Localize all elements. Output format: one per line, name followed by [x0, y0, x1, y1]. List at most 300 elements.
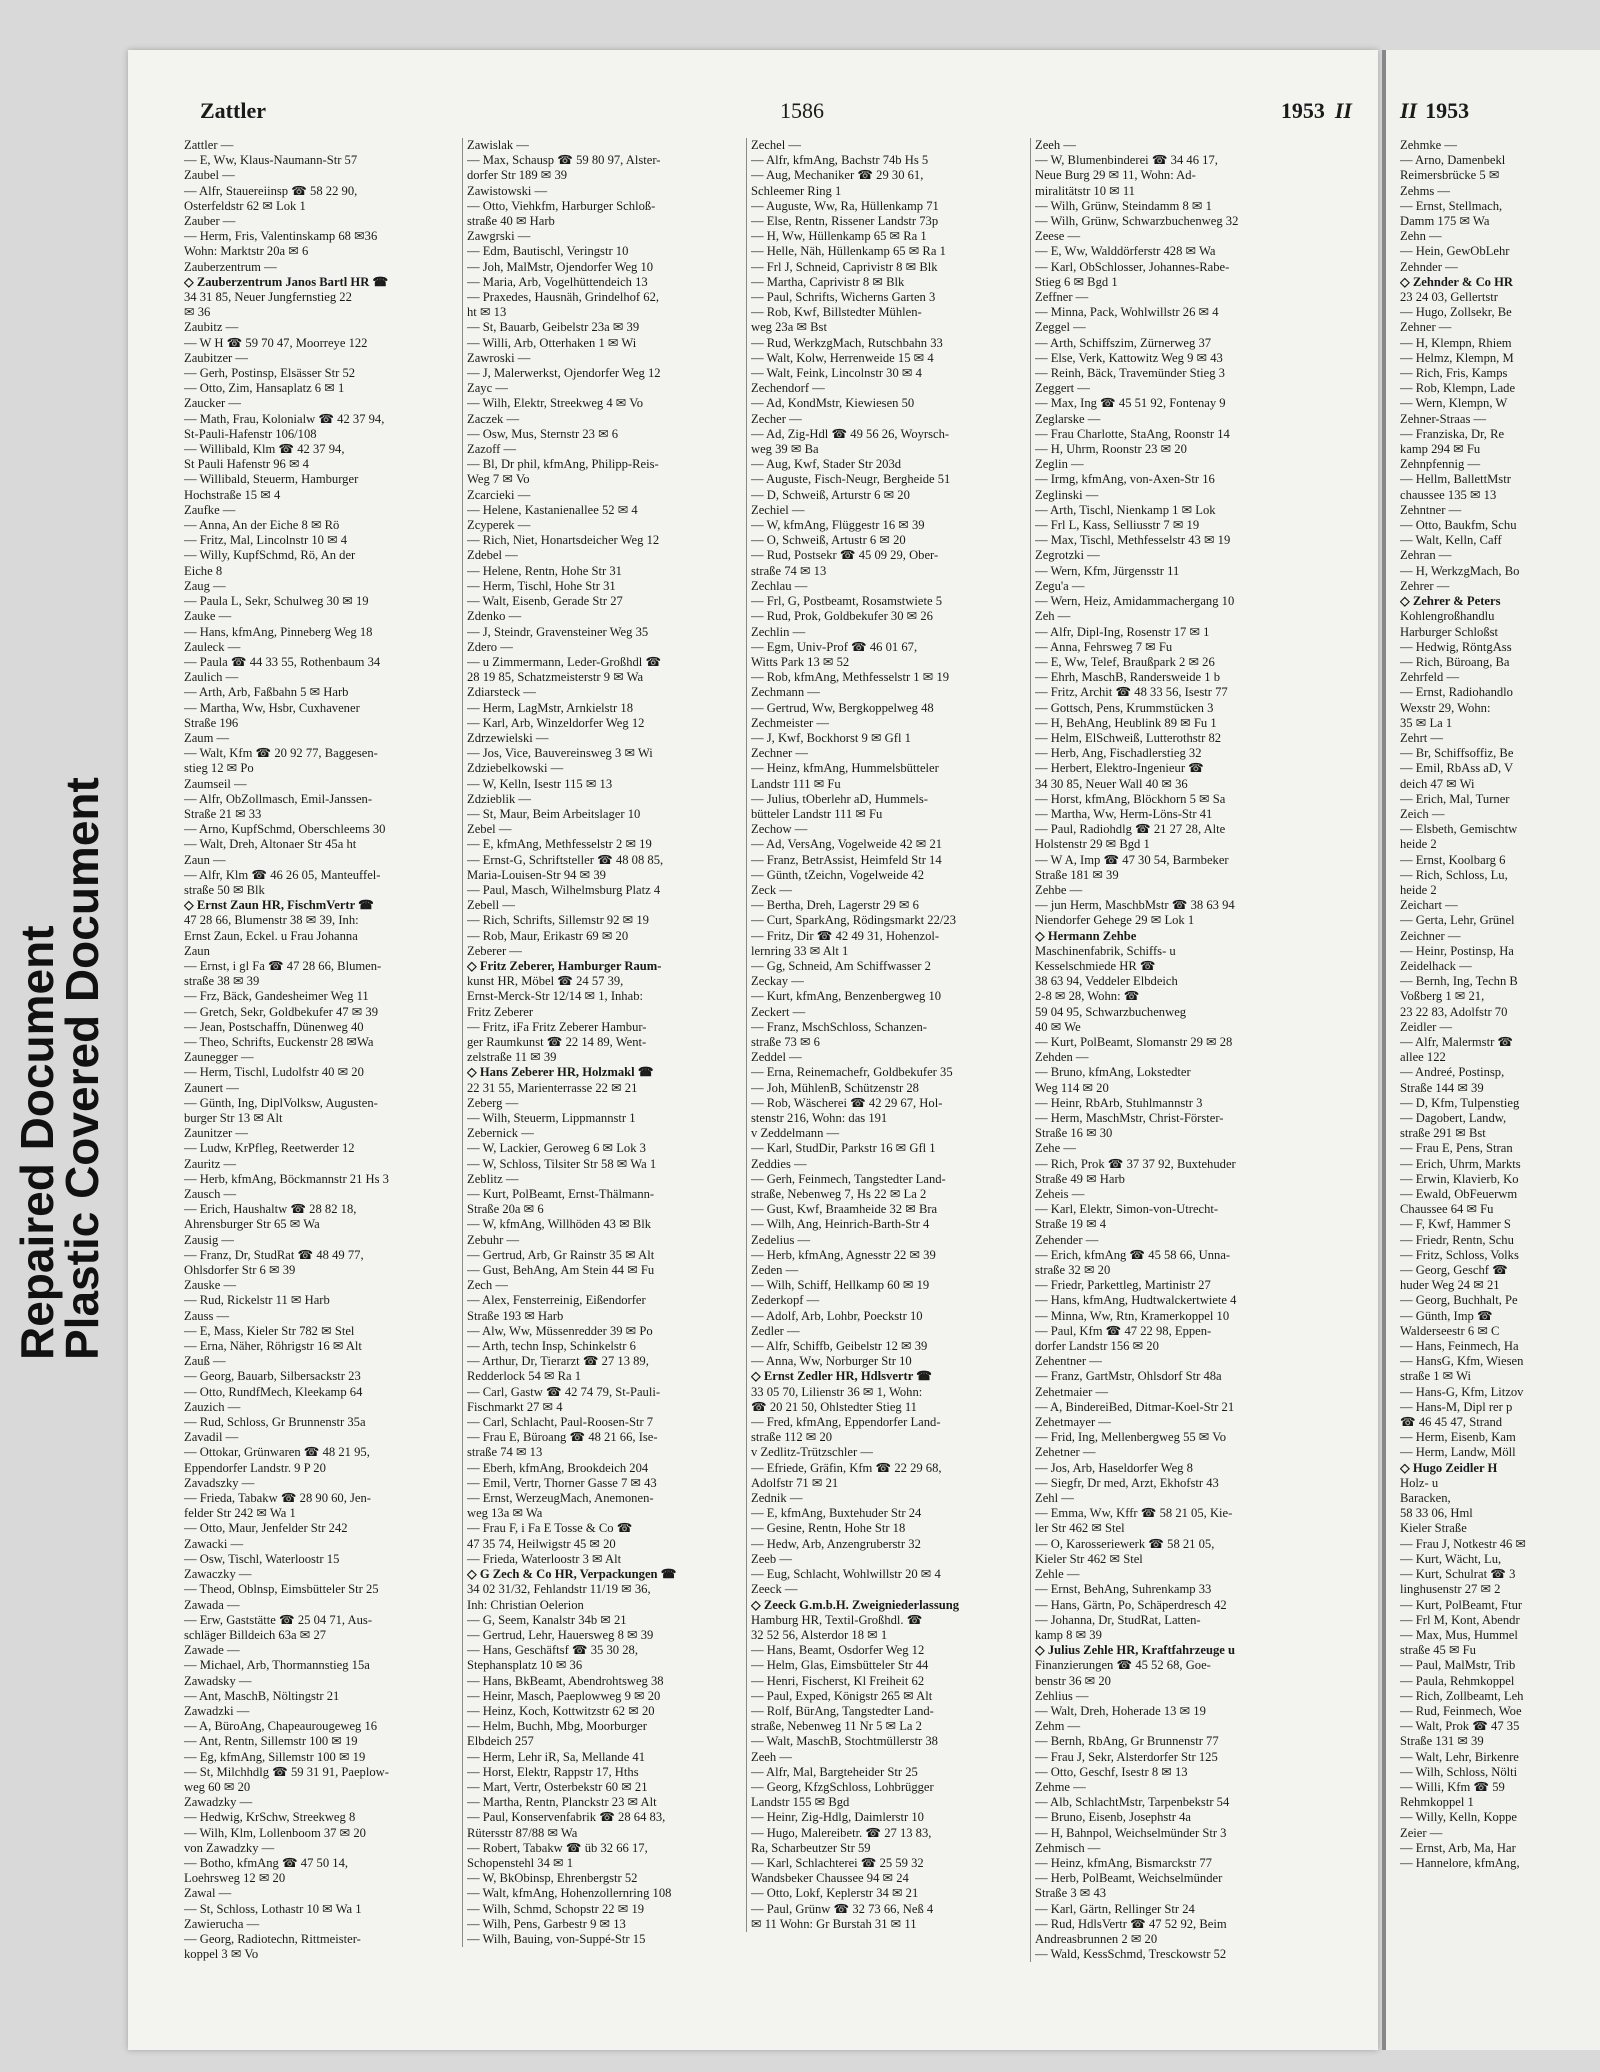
directory-entry-line: — W H ☎ 59 70 47, Moorreye 122 — [184, 335, 368, 350]
directory-entry-line: straße 73 ✉ 6 — [751, 1034, 820, 1049]
directory-entry-line: — Wilh, Elektr, Streekweg 4 ✉ Vo — [467, 396, 644, 411]
directory-entry-line: straße 40 ✉ Harb — [467, 214, 555, 229]
directory-entry-line: Zeichner — — [1400, 928, 1461, 943]
directory-entry-line: Zdero — — [467, 639, 513, 654]
directory-entry-line: — Frau J, Notkestr 46 ✉ — [1400, 1536, 1526, 1551]
directory-entry-line: Zawadzky — — [184, 1795, 253, 1810]
directory-entry-line: — Helene, Kastanienallee 52 ✉ 4 — [467, 502, 638, 517]
directory-entry-line: kamp 294 ✉ Fu — [1400, 442, 1481, 457]
directory-entry-line: — Rud, Schloss, Gr Brunnenstr 35a — [184, 1415, 366, 1430]
directory-entry-line: — H, Uhrm, Roonstr 23 ✉ 20 — [1035, 442, 1187, 457]
directory-entry-line: — Hedwig, RöntgAss — [1400, 639, 1512, 654]
directory-entry-line: Zaug — — [184, 578, 226, 593]
directory-entry-line: — Erna, Näher, Röhrigstr 16 ✉ Alt — [184, 1339, 362, 1354]
year-value: 1953 — [1280, 98, 1325, 123]
directory-entry-line: — Emma, Ww, Kffr ☎ 58 21 05, Kie- — [1035, 1506, 1233, 1521]
directory-entry-line: Zauke — — [184, 609, 232, 624]
directory-entry-line: allee 122 — [1400, 1050, 1446, 1065]
directory-entry-line: Zazoff — — [467, 442, 517, 457]
directory-entry-line: — Walt, MaschB, Stochtmüllerstr 38 — [751, 1734, 938, 1749]
directory-entry-line: Fischmarkt 27 ✉ 4 — [467, 1399, 563, 1414]
directory-entry-line: — Fritz, Dir ☎ 42 49 31, Hohenzol- — [751, 928, 940, 943]
directory-entry-line: — Hedw, Arb, Anzengruberstr 32 — [751, 1536, 921, 1551]
directory-entry-line: — Curt, SparkAng, Rödingsmarkt 22/23 — [751, 913, 956, 928]
directory-entry-line: — Efriede, Gräfin, Kfm ☎ 22 29 68, — [751, 1460, 942, 1475]
directory-entry-line: — Horst, Elektr, Rappstr 17, Hths — [467, 1764, 639, 1779]
directory-entry-line: Weg 7 ✉ Vo — [467, 472, 530, 487]
directory-entry-line: Eppendorfer Landstr. 9 P 20 — [184, 1460, 326, 1475]
directory-entry-line: — Emil, RbAss aD, V — [1400, 761, 1514, 776]
directory-entry-line: Walderseestr 6 ✉ C — [1400, 1323, 1500, 1338]
directory-entry-line: ◇ Zehrer & Peters — [1400, 594, 1501, 609]
directory-entry-line: ger Raumkunst ☎ 22 14 89, Went- — [467, 1034, 647, 1049]
directory-entry-line: Zeeh — — [751, 1749, 792, 1764]
directory-entry-line: — Rich, Fris, Kamps — [1400, 366, 1508, 381]
directory-entry-line: — Rich, Büroang, Ba — [1400, 654, 1510, 669]
directory-entry-line: — H, Ww, Hüllenkamp 65 ✉ Ra 1 — [751, 229, 927, 244]
column-2 — [462, 138, 741, 1947]
directory-entry-line: — Wern, Klempn, W — [1400, 396, 1508, 411]
directory-entry-line: von Zawadzky — — [184, 1840, 275, 1855]
directory-entry-line: Zeglin — — [1035, 457, 1084, 472]
directory-entry-line: Zawroski — — [467, 350, 531, 365]
directory-entry-line: — Eg, kfmAng, Sillemstr 100 ✉ 19 — [184, 1749, 366, 1764]
directory-entry-line: — Hans-G, Kfm, Litzov — [1400, 1384, 1524, 1399]
directory-entry-line: Zaunert — — [184, 1080, 239, 1095]
directory-entry-line: Straße 144 ✉ 39 — [1400, 1080, 1484, 1095]
directory-entry-line: — Gertrud, Ww, Bergkoppelweg 48 — [751, 700, 934, 715]
directory-entry-line: — Otto, Zim, Hansaplatz 6 ✉ 1 — [184, 381, 345, 396]
directory-entry-line: bütteler Landstr 111 ✉ Fu — [751, 806, 883, 821]
directory-entry-line: — St, Maur, Beim Arbeitslager 10 — [467, 806, 641, 821]
directory-entry-line: — Hedwig, KrSchw, Streekweg 8 — [184, 1810, 356, 1825]
directory-entry-line: 34 30 85, Neuer Wall 40 ✉ 36 — [1035, 776, 1188, 791]
directory-entry-line: Zeich — — [1400, 806, 1445, 821]
directory-entry-line: Zechiel — — [751, 502, 805, 517]
directory-entry-line: Zawaczky — — [184, 1567, 252, 1582]
directory-entry-line: Straße 193 ✉ Harb — [467, 1308, 564, 1323]
directory-entry-line: — Heinr, Zig-Hdlg, Daimlerstr 10 — [751, 1810, 924, 1825]
directory-entry-line: — Carl, Schlacht, Paul-Roosen-Str 7 — [467, 1415, 654, 1430]
directory-entry-line: — Wilh, Bauing, von-Suppé-Str 15 — [467, 1931, 646, 1946]
directory-entry-line: — Egm, Univ-Prof ☎ 46 01 67, — [751, 639, 918, 654]
directory-entry-line: lernring 33 ✉ Alt 1 — [751, 943, 849, 958]
directory-entry-line: — Herm, Tischl, Hohe Str 31 — [467, 578, 616, 593]
directory-entry-line: 34 02 31/32, Fehlandstr 11/19 ✉ 36, — [467, 1582, 651, 1597]
directory-entry-line: — Heinr, Postinsp, Ha — [1400, 943, 1514, 958]
directory-entry-line: — St, Milchhdlg ☎ 59 31 91, Paeplow- — [184, 1764, 389, 1779]
directory-entry-line: — Else, Verk, Kattowitz Weg 9 ✉ 43 — [1035, 350, 1223, 365]
directory-entry-line: — Otto, Maur, Jenfelder Str 242 — [184, 1521, 348, 1536]
directory-entry-line: — Otto, Viehkfm, Harburger Schloß- — [467, 198, 656, 213]
directory-entry-line: — Hans, Beamt, Osdorfer Weg 12 — [751, 1643, 925, 1658]
directory-entry-line: Zeh — — [1035, 609, 1071, 624]
directory-entry-line: — Ernst, Stellmach, — [1400, 198, 1503, 213]
directory-entry-line: Zaun — — [184, 852, 226, 867]
directory-entry-line: — Aug, Mechaniker ☎ 29 30 61, — [751, 168, 924, 183]
directory-entry-line: — Kurt, PolBeamt, Ftur — [1400, 1597, 1523, 1612]
directory-entry-line: — Frz, Bäck, Gandesheimer Weg 11 — [184, 989, 369, 1004]
directory-entry-line: — Hein, GewObLehr — [1400, 244, 1510, 259]
directory-entry-line: — Auguste, Fisch-Neugr, Bergheide 51 — [751, 472, 951, 487]
directory-entry-line: — Helm, ElSchweiß, Lutterothstr 82 — [1035, 730, 1222, 745]
directory-entry-line: — Georg, Buchhalt, Pe — [1400, 1293, 1518, 1308]
directory-entry-line: Zehle — — [1035, 1567, 1080, 1582]
directory-entry-line: Witts Park 13 ✉ 52 — [751, 654, 850, 669]
directory-entry-line: — Rob, Wäscherei ☎ 42 29 67, Hol- — [751, 1095, 943, 1110]
directory-entry-line: — Helene, Rentn, Hohe Str 31 — [467, 563, 622, 578]
directory-entry-line: ◇ Ernst Zedler HR, Hdlsvertr ☎ — [751, 1369, 932, 1384]
directory-entry-line: — J, Malerwerkst, Ojendorfer Weg 12 — [467, 366, 661, 381]
directory-entry-line: — Wilh, Grünw, Schwarzbuchenweg 32 — [1035, 214, 1239, 229]
directory-entry-line: — Walt, Dreh, Hoherade 13 ✉ 19 — [1035, 1703, 1206, 1718]
directory-entry-line: Eiche 8 — [184, 563, 223, 578]
directory-entry-line: Ahrensburger Str 65 ✉ Wa — [184, 1217, 320, 1232]
directory-entry-line: straße 32 ✉ 20 — [1035, 1263, 1111, 1278]
directory-entry-line: — Herm, MaschMstr, Christ-Förster- — [1035, 1111, 1224, 1125]
directory-entry-line: — Franziska, Dr, Re — [1400, 426, 1505, 441]
directory-entry-line: — Hans, kfmAng, Hudtwalckertwiete 4 — [1035, 1293, 1237, 1308]
directory-entry-line: Zauleck — — [184, 639, 241, 654]
directory-entry-line: — Gust, BehAng, Am Stein 44 ✉ Fu — [467, 1263, 655, 1278]
directory-entry-line: — Rud, HdlsVertr ☎ 47 52 92, Beim — [1035, 1916, 1227, 1931]
directory-entry-line: Zebuhr — — [467, 1232, 520, 1247]
directory-entry-line: Chaussee 64 ✉ Fu — [1400, 1202, 1494, 1217]
directory-entry-line: straße 45 ✉ Fu — [1400, 1643, 1476, 1658]
directory-entry-line: felder Str 242 ✉ Wa 1 — [184, 1506, 296, 1521]
directory-entry-line: — Herm, Lehr iR, Sa, Mellande 41 — [467, 1749, 646, 1764]
directory-entry-line: Straße 19 ✉ 4 — [1035, 1217, 1107, 1232]
directory-entry-line: — Br, Schiffsoffiz, Be — [1400, 746, 1514, 761]
directory-entry-line: — Emil, Vertr, Thorner Gasse 7 ✉ 43 — [467, 1475, 657, 1490]
directory-entry-line: weg 39 ✉ Ba — [751, 442, 819, 457]
directory-entry-line: Zavadszky — — [184, 1475, 255, 1490]
directory-entry-line: — Alfr, Mal, Bargteheider Str 25 — [751, 1764, 918, 1779]
directory-entry-line: Zeck — — [751, 882, 792, 897]
directory-entry-line: — E, Ww, Telef, Braußpark 2 ✉ 26 — [1035, 654, 1215, 669]
directory-entry-line: Zeggert — — [1035, 381, 1090, 396]
directory-entry-line: — Willibald, Steuerm, Hamburger — [184, 472, 359, 487]
directory-entry-line: — Kurt, Wächt, Lu, — [1400, 1551, 1502, 1566]
directory-entry-line: Wandsbeker Chaussee 94 ✉ 24 — [751, 1871, 909, 1886]
directory-entry-line: — Bl, Dr phil, kfmAng, Philipp-Reis- — [467, 457, 659, 472]
running-head: Zattler — [200, 98, 266, 123]
directory-entry-line: — Arth, Arb, Faßbahn 5 ✉ Harb — [184, 685, 349, 700]
directory-entry-line: — Paul, Masch, Wilhelmsburg Platz 4 — [467, 882, 661, 897]
directory-entry-line: — Rud, Prok, Goldbekufer 30 ✉ 26 — [751, 609, 933, 624]
directory-entry-line: Zednik — — [751, 1491, 803, 1506]
directory-entry-line: — Ad, VersAng, Vogelweide 42 ✉ 21 — [751, 837, 943, 852]
directory-entry-line: huder Weg 24 ✉ 21 — [1400, 1278, 1500, 1293]
directory-entry-line: Zehetner — — [1035, 1445, 1096, 1460]
directory-entry-line: — Johanna, Dr, StudRat, Latten- — [1035, 1612, 1201, 1627]
directory-entry-line: — Minna, Pack, Wohlwillstr 26 ✉ 4 — [1035, 305, 1219, 320]
directory-entry-line: — Gerta, Lehr, Grünel — [1400, 913, 1515, 928]
directory-entry-line: Zdziebelkowski — — [467, 761, 564, 776]
directory-entry-line: — Bruno, kfmAng, Lokstedter — [1035, 1065, 1191, 1080]
directory-entry-line: Zeglinski — — [1035, 487, 1099, 502]
directory-entry-line: — Herm, Tischl, Ludolfstr 40 ✉ 20 — [184, 1065, 364, 1080]
directory-entry-line: — Mart, Vertr, Osterbekstr 60 ✉ 21 — [467, 1779, 648, 1794]
directory-entry-line: Baracken, — [1400, 1491, 1451, 1506]
directory-entry-line: Zausch — — [184, 1187, 237, 1202]
directory-entry-line: — Otto, RundfMech, Kleekamp 64 — [184, 1384, 363, 1399]
directory-entry-line: — Bertha, Dreh, Lagerstr 29 ✉ 6 — [751, 898, 919, 913]
directory-entry-line: Zehl — — [1035, 1491, 1074, 1506]
directory-entry-line: Zechmeister — — [751, 715, 829, 730]
directory-entry-line: 35 ✉ La 1 — [1400, 715, 1453, 730]
directory-entry-line: Zehrt — — [1400, 730, 1444, 745]
directory-entry-line: Zawadsky — — [184, 1673, 252, 1688]
directory-entry-line: — Joh, MalMstr, Ojendorfer Weg 10 — [467, 259, 654, 274]
directory-entry-line: Reimersbrücke 5 ✉ — [1400, 168, 1500, 183]
directory-entry-line: — Arth, Schiffszim, Zürnerweg 37 — [1035, 335, 1212, 350]
directory-entry-line: Zavadil — — [184, 1430, 239, 1445]
directory-entry-line: — Walt, Kolw, Herrenweide 15 ✉ 4 — [751, 350, 934, 365]
directory-entry-line: v Zeddelmann — — [751, 1126, 840, 1141]
directory-entry-line: — Wilh, Schmd, Schopstr 22 ✉ 19 — [467, 1901, 645, 1916]
directory-entry-line: — Paul, Kfm ☎ 47 22 98, Eppen- — [1035, 1323, 1212, 1338]
directory-entry-line: Zauß — — [184, 1354, 226, 1369]
directory-entry-line: — Georg, Radiotechn, Rittmeister- — [184, 1931, 361, 1946]
directory-entry-line: — Martha, Caprivistr 8 ✉ Blk — [751, 274, 905, 289]
directory-entry-line: Andreasbrunnen 2 ✉ 20 — [1035, 1931, 1158, 1946]
directory-entry-line: — Helm, Glas, Eimsbütteler Str 44 — [751, 1658, 929, 1673]
directory-entry-line: Loehrsweg 12 ✉ 20 — [184, 1871, 286, 1886]
directory-entry-line: — Osw, Tischl, Waterloostr 15 — [184, 1551, 340, 1566]
directory-entry-line: Zattler — — [184, 138, 234, 152]
directory-entry-line: Zehrer — — [1400, 578, 1450, 593]
directory-entry-line: — Alb, SchlachtMstr, Tarpenbekstr 54 — [1035, 1795, 1230, 1810]
directory-entry-line: — Erich, Haushaltw ☎ 28 82 18, — [184, 1202, 357, 1217]
directory-entry-line: Zeier — — [1400, 1825, 1443, 1840]
directory-entry-line: Wohn: Marktstr 20a ✉ 6 — [184, 244, 309, 259]
directory-entry-line: Zehms — — [1400, 183, 1451, 198]
directory-entry-line: Zeheis — — [1035, 1187, 1085, 1202]
directory-entry-line: — Frau F, i Fa E Tosse & Co ☎ — [467, 1521, 633, 1536]
directory-entry-line: Zederkopf — — [751, 1293, 820, 1308]
directory-entry-line: — Herb, kfmAng, Agnesstr 22 ✉ 39 — [751, 1247, 936, 1262]
directory-entry-line: — Walt, Kfm ☎ 20 92 77, Baggesen- — [184, 746, 378, 761]
directory-entry-line: — Herbert, Elektro-Ingenieur ☎ — [1035, 761, 1204, 776]
directory-entry-line: — Kurt, PolBeamt, Ernst-Thälmann- — [467, 1187, 655, 1202]
directory-entry-line: Zehner-Straas — — [1400, 411, 1487, 426]
directory-entry-line: — Gertrud, Lehr, Hauersweg 8 ✉ 39 — [467, 1627, 654, 1642]
directory-entry-line: weg 60 ✉ 20 — [184, 1779, 251, 1794]
directory-entry-line: — Kurt, Schulrat ☎ 3 — [1400, 1567, 1516, 1582]
directory-entry-line: ht ✉ 13 — [467, 305, 507, 320]
directory-entry-line: — Arth, Tischl, Nienkamp 1 ✉ Lok — [1035, 502, 1216, 517]
directory-entry-line: — Jean, Postschaffn, Dünenweg 40 — [184, 1019, 364, 1034]
directory-entry-line: — Maria, Arb, Vogelhüttendeich 13 — [467, 274, 648, 289]
directory-entry-line: Zehlius — — [1035, 1688, 1089, 1703]
directory-entry-line: Zech — — [467, 1278, 508, 1293]
directory-entry-line: — Wald, KessSchmd, Tresckowstr 52 — [1035, 1947, 1227, 1962]
directory-entry-line: — Wilh, Klm, Lollenboom 37 ✉ 20 — [184, 1825, 366, 1840]
directory-entry-line: — W A, Imp ☎ 47 30 54, Barmbeker — [1035, 852, 1229, 867]
directory-entry-line: Maria-Louisen-Str 94 ✉ 39 — [467, 867, 606, 882]
directory-entry-line: Zeblitz — — [467, 1171, 519, 1186]
directory-columns — [184, 138, 1378, 2030]
directory-entry-line: Zeeh — — [1035, 138, 1076, 152]
directory-entry-line: Zegu'a — — [1035, 578, 1085, 593]
directory-entry-line: Zeichart — — [1400, 898, 1458, 913]
directory-entry-line: — Otto, Lokf, Keplerstr 34 ✉ 21 — [751, 1886, 919, 1901]
directory-entry-line: — Arno, Damenbekl — [1400, 153, 1506, 168]
directory-entry-line: Zawade — — [184, 1643, 240, 1658]
directory-entry-line: Zechel — — [751, 138, 801, 152]
directory-entry-line: — O, Karosseriewerk ☎ 58 21 05, — [1035, 1536, 1215, 1551]
directory-entry-line: straße 1 ✉ Wi — [1400, 1369, 1472, 1384]
directory-entry-line: — Ant, MaschB, Nöltingstr 21 — [184, 1688, 340, 1703]
directory-entry-line: koppel 3 ✉ Vo — [184, 1947, 259, 1962]
directory-entry-line: Holz- u — [1400, 1475, 1439, 1490]
directory-entry-line: ler Str 462 ✉ Stel — [1035, 1521, 1125, 1536]
page-number: 1586 — [780, 98, 824, 123]
directory-entry-line: — W, Blumenbinderei ☎ 34 46 17, — [1035, 153, 1218, 168]
directory-entry-line: — Henri, Fischerst, Kl Freiheit 62 — [751, 1673, 925, 1688]
directory-entry-line: Niendorfer Gehege 29 ✉ Lok 1 — [1035, 913, 1195, 928]
directory-entry-line: — Gretch, Sekr, Goldbekufer 47 ✉ 39 — [184, 1004, 379, 1019]
volume-roman: II — [1334, 98, 1352, 123]
directory-entry-line: — Ernst, i gl Fa ☎ 47 28 66, Blumen- — [184, 958, 382, 973]
directory-entry-line: — A, BindereiBed, Ditmar-Koel-Str 21 — [1035, 1399, 1235, 1414]
directory-entry-line: — Gerh, Postinsp, Elsässer Str 52 — [184, 366, 356, 381]
directory-entry-line: Zehmke — — [1400, 138, 1458, 152]
directory-entry-line: straße, Nebenweg 11 Nr 5 ✉ La 2 — [751, 1719, 922, 1734]
directory-entry-line: Zechow — — [751, 822, 808, 837]
directory-entry-line: straße 74 ✉ 13 — [467, 1445, 543, 1460]
next-page-columns — [1400, 138, 1600, 2030]
directory-entry-line: — Karl, Gärtn, Rellinger Str 24 — [1035, 1901, 1195, 1916]
directory-entry-line: Zechlau — — [751, 578, 808, 593]
directory-entry-line: Voßberg 1 ✉ 21, — [1400, 989, 1485, 1004]
directory-entry-line: — Alfr, ObZollmasch, Emil-Janssen- — [184, 791, 373, 806]
directory-entry-line: — Ad, Zig-Hdl ☎ 49 56 26, Woyrsch- — [751, 426, 950, 441]
directory-entry-line: — Kurt, kfmAng, Benzenbergweg 10 — [751, 989, 942, 1004]
directory-entry-line: Rütersstr 87/88 ✉ Wa — [467, 1825, 578, 1840]
directory-entry-line: Weg 114 ✉ 20 — [1035, 1080, 1109, 1095]
directory-entry-line: Zcyperek — — [467, 518, 531, 533]
directory-entry-line: Zaczek — — [467, 411, 520, 426]
directory-entry-line: — Else, Rentn, Rissener Landstr 73p — [751, 214, 939, 229]
directory-entry-line: — Theo, Schrifts, Euckenstr 28 ✉Wa — [184, 1034, 374, 1049]
directory-entry-line: Zdebel — — [467, 548, 518, 563]
directory-entry-line: Zdrzewielski — — [467, 730, 549, 745]
column-1 — [184, 138, 458, 1962]
directory-entry-line: — Max, Tischl, Methfesselstr 43 ✉ 19 — [1035, 533, 1231, 548]
directory-entry-line: St Pauli Hafenstr 96 ✉ 4 — [184, 457, 309, 472]
directory-entry-line: — Herb, kfmAng, Böckmannstr 21 Hs 3 — [184, 1171, 389, 1186]
directory-entry-line: Zaun — [184, 943, 210, 958]
directory-entry-line: — Michael, Arb, Thormannstieg 15a — [184, 1658, 370, 1673]
directory-entry-line: Schopenstehl 34 ✉ 1 — [467, 1855, 574, 1870]
directory-entry-line: ◇ Zehnder & Co HR — [1400, 274, 1514, 289]
directory-entry-line: — Hans, kfmAng, Pinneberg Weg 18 — [184, 624, 373, 639]
directory-entry-line: — Günth, Imp ☎ — [1400, 1308, 1493, 1323]
directory-entry-line: — Anna, Ww, Norburger Str 10 — [751, 1354, 912, 1369]
directory-entry-line: Straße 196 — [184, 715, 239, 730]
directory-entry-line: — Rich, Schloss, Lu, — [1400, 867, 1508, 882]
directory-entry-line: miralitätstr 10 ✉ 11 — [1035, 183, 1135, 198]
directory-entry-line: — J, Steindr, Gravensteiner Weg 35 — [467, 624, 649, 639]
directory-entry-line: Ra, Scharbeutzer Str 59 — [751, 1840, 871, 1855]
directory-entry-line: Landstr 111 ✉ Fu — [751, 776, 841, 791]
directory-entry-line: Zaucker — — [184, 396, 241, 411]
directory-entry-line: — Frl M, Kont, Abendr — [1400, 1612, 1520, 1627]
directory-entry-line: — Gottsch, Pens, Krummstücken 3 — [1035, 700, 1214, 715]
directory-entry-line: Hochstraße 15 ✉ 4 — [184, 487, 281, 502]
directory-entry-line: ◇ Zeeck G.m.b.H. Zweigniederlassung — [751, 1597, 960, 1612]
directory-entry-line: Zebell — — [467, 898, 515, 913]
directory-entry-line: Zehetmaier — — [1035, 1384, 1109, 1399]
directory-entry-line: ◇ Hermann Zehbe — [1035, 928, 1137, 943]
directory-entry-line: — Herm, Landw, Möll — [1400, 1445, 1516, 1460]
directory-entry-line: Zebel — — [467, 822, 512, 837]
directory-entry-line: Straße 20a ✉ 6 — [467, 1202, 544, 1217]
directory-entry-line: straße, Nebenweg 7, Hs 22 ✉ La 2 — [751, 1187, 927, 1202]
directory-entry-line: — Wilh, Schiff, Hellkamp 60 ✉ 19 — [751, 1278, 930, 1293]
directory-entry-line: Zedelius — — [751, 1232, 811, 1247]
directory-entry-line: Zehmisch — — [1035, 1840, 1101, 1855]
directory-entry-line: Straße 16 ✉ 30 — [1035, 1126, 1113, 1141]
directory-entry-line: — Arth, techn Insp, Schinkelstr 6 — [467, 1339, 636, 1354]
directory-entry-line: — O, Schweiß, Artustr 6 ✉ 20 — [751, 533, 906, 548]
directory-entry-line: — Walt, Dreh, Altonaer Str 45a ht — [184, 837, 357, 852]
directory-entry-line: 47 35 74, Heilwigstr 45 ✉ 20 — [467, 1536, 616, 1551]
directory-entry-line: Zehetmayer — — [1035, 1415, 1111, 1430]
directory-entry-line: Zawislak — — [467, 138, 529, 152]
directory-entry-line: — Eberh, kfmAng, Brookdeich 204 — [467, 1460, 649, 1475]
directory-entry-line: Schleemer Ring 1 — [751, 183, 842, 198]
directory-entry-line: — St, Schloss, Lothastr 10 ✉ Wa 1 — [184, 1901, 362, 1916]
directory-entry-line: — Karl, Schlachterei ☎ 25 59 32 — [751, 1855, 924, 1870]
directory-entry-line: straße 112 ✉ 20 — [751, 1430, 833, 1445]
directory-entry-line: — Wern, Heiz, Amidammachergang 10 — [1035, 594, 1235, 609]
directory-entry-line: ✉ 11 Wohn: Gr Burstah 31 ✉ 11 — [751, 1916, 917, 1931]
directory-entry-line: Zeffner — — [1035, 290, 1089, 305]
directory-entry-line: Finanzierungen ☎ 45 52 68, Goe- — [1035, 1658, 1211, 1673]
directory-entry-line: — Hugo, Zollsekr, Be — [1400, 305, 1512, 320]
directory-entry-line: — Karl, ObSchlosser, Johannes-Rabe- — [1035, 259, 1230, 274]
directory-entry-line: v Zedlitz-Trützschler — — [751, 1445, 873, 1460]
directory-entry-line: — Alfr, Schiffb, Geibelstr 12 ✉ 39 — [751, 1339, 928, 1354]
directory-entry-line: — Erich, Mal, Turner — [1400, 791, 1510, 806]
directory-entry-line: heide 2 — [1400, 882, 1437, 897]
directory-entry-line: — Bernh, Ing, Techn B — [1400, 974, 1518, 989]
directory-entry-line: — Herm, LagMstr, Arnkielstr 18 — [467, 700, 633, 715]
directory-entry-line: 40 ✉ We — [1035, 1019, 1081, 1034]
directory-entry-line: — Ernst, Radiohandlo — [1400, 685, 1513, 700]
directory-entry-line: Zehntner — — [1400, 502, 1462, 517]
directory-entry-line: — Walt, Prok ☎ 47 35 — [1400, 1719, 1520, 1734]
directory-entry-line: — W, Kelln, Isestr 115 ✉ 13 — [467, 776, 613, 791]
directory-entry-line: Zeddel — — [751, 1050, 802, 1065]
directory-entry-line: — Wilh, Pens, Garbestr 9 ✉ 13 — [467, 1916, 626, 1931]
directory-entry-line: Stephansplatz 10 ✉ 36 — [467, 1658, 583, 1673]
directory-entry-line: ◇ Fritz Zeberer, Hamburger Raum- — [467, 958, 662, 973]
directory-entry-line: — Walt, Kelln, Caff — [1400, 533, 1502, 548]
directory-entry-line: — Willy, KupfSchmd, Rö, An der — [184, 548, 356, 563]
directory-entry-line: 59 04 95, Schwarzbuchenweg — [1035, 1004, 1187, 1019]
directory-entry-line: 33 05 70, Lilienstr 36 ✉ 1, Wohn: — [751, 1384, 923, 1399]
directory-entry-line: — Heinr, Masch, Paeplowweg 9 ✉ 20 — [467, 1688, 661, 1703]
directory-entry-line: Zaunitzer — — [184, 1126, 248, 1141]
directory-entry-line: — Ernst, WerzeugMach, Anemonen- — [467, 1491, 654, 1506]
directory-entry-line: straße 38 ✉ 39 — [184, 974, 260, 989]
directory-entry-line: Zehn — — [1400, 229, 1442, 244]
directory-entry-line: — Erwin, Klavierb, Ko — [1400, 1171, 1519, 1186]
